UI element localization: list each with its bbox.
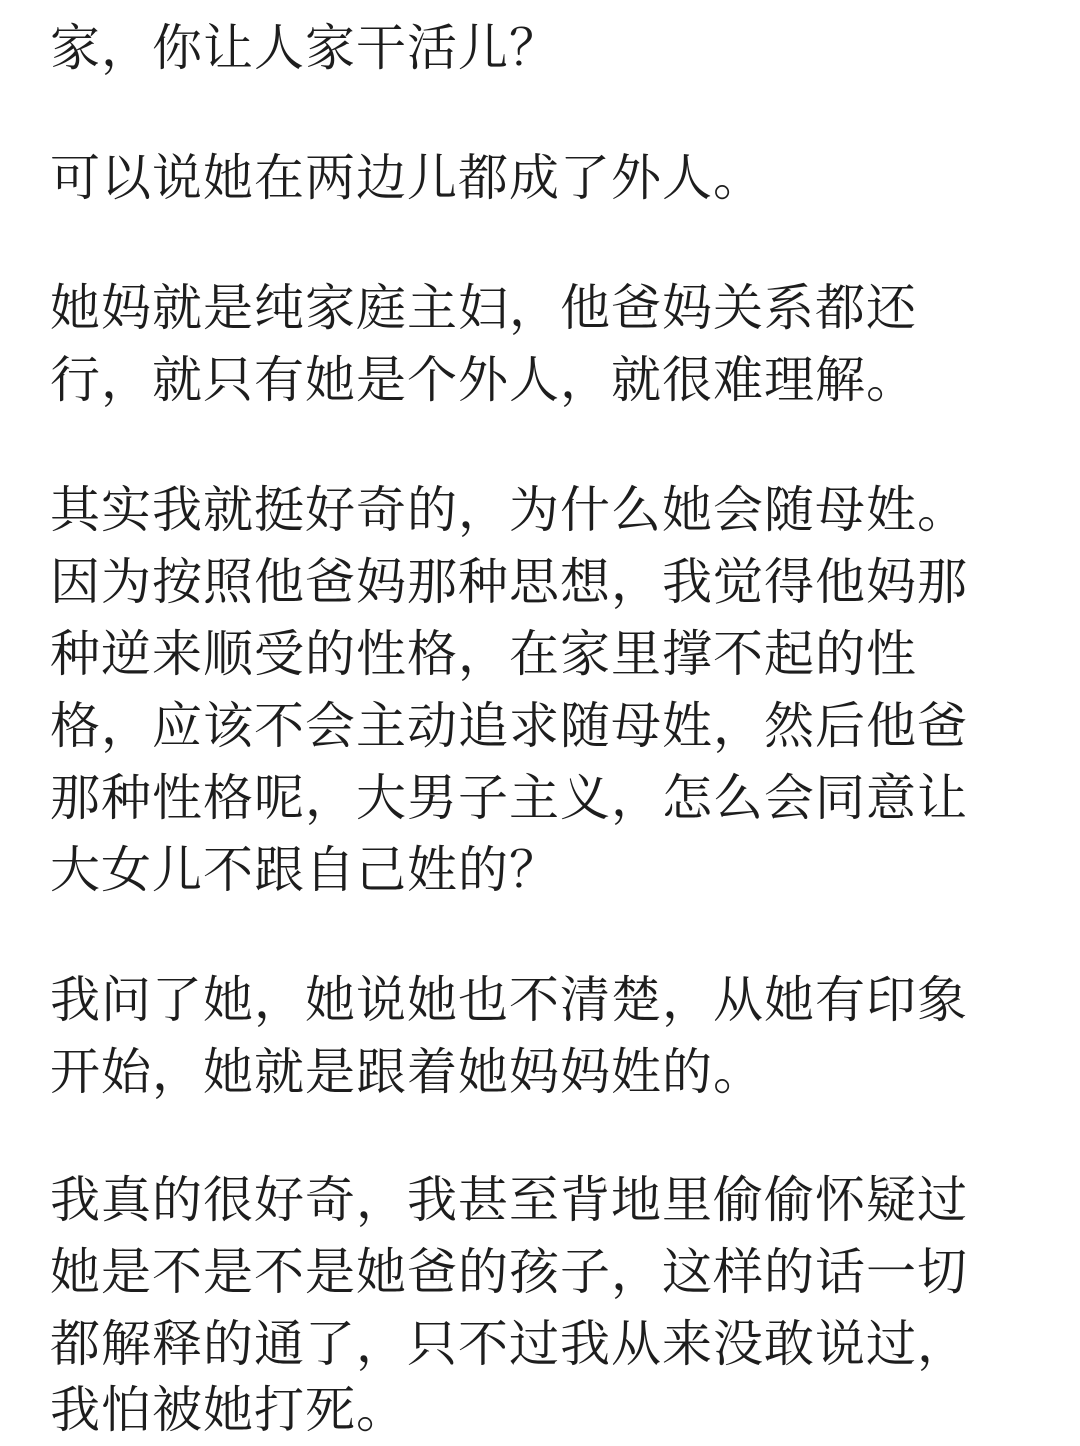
text-line: 大女儿不跟自己姓的？	[50, 841, 560, 899]
text-line: 开始，她就是跟着她妈妈姓的。	[50, 1043, 764, 1101]
text-line: 行，就只有她是个外人，就很难理解。	[50, 351, 917, 409]
text-line: 因为按照他爸妈那种思想，我觉得他妈那	[50, 553, 968, 611]
text-line: 都解释的通了，只不过我从来没敢说过，	[50, 1315, 968, 1373]
text-line: 种逆来顺受的性格，在家里撑不起的性	[50, 625, 917, 683]
text-line: 我真的很好奇，我甚至背地里偷偷怀疑过	[50, 1171, 968, 1229]
text-line: 可以说她在两边儿都成了外人。	[50, 149, 764, 207]
text-line: 她是不是不是她爸的孩子，这样的话一切	[50, 1243, 968, 1301]
text-line: 家，你让人家干活儿？	[50, 19, 560, 77]
text-line: 她妈就是纯家庭主妇，他爸妈关系都还	[50, 279, 917, 337]
text-line: 其实我就挺好奇的，为什么她会随母姓。	[50, 481, 968, 539]
text-line: 那种性格呢，大男子主义，怎么会同意让	[50, 769, 968, 827]
text-line: 格，应该不会主动追求随母姓，然后他爸	[50, 697, 968, 755]
text-line: 我怕被她打死。	[50, 1381, 407, 1439]
text-line: 我问了她，她说她也不清楚，从她有印象	[50, 971, 968, 1029]
